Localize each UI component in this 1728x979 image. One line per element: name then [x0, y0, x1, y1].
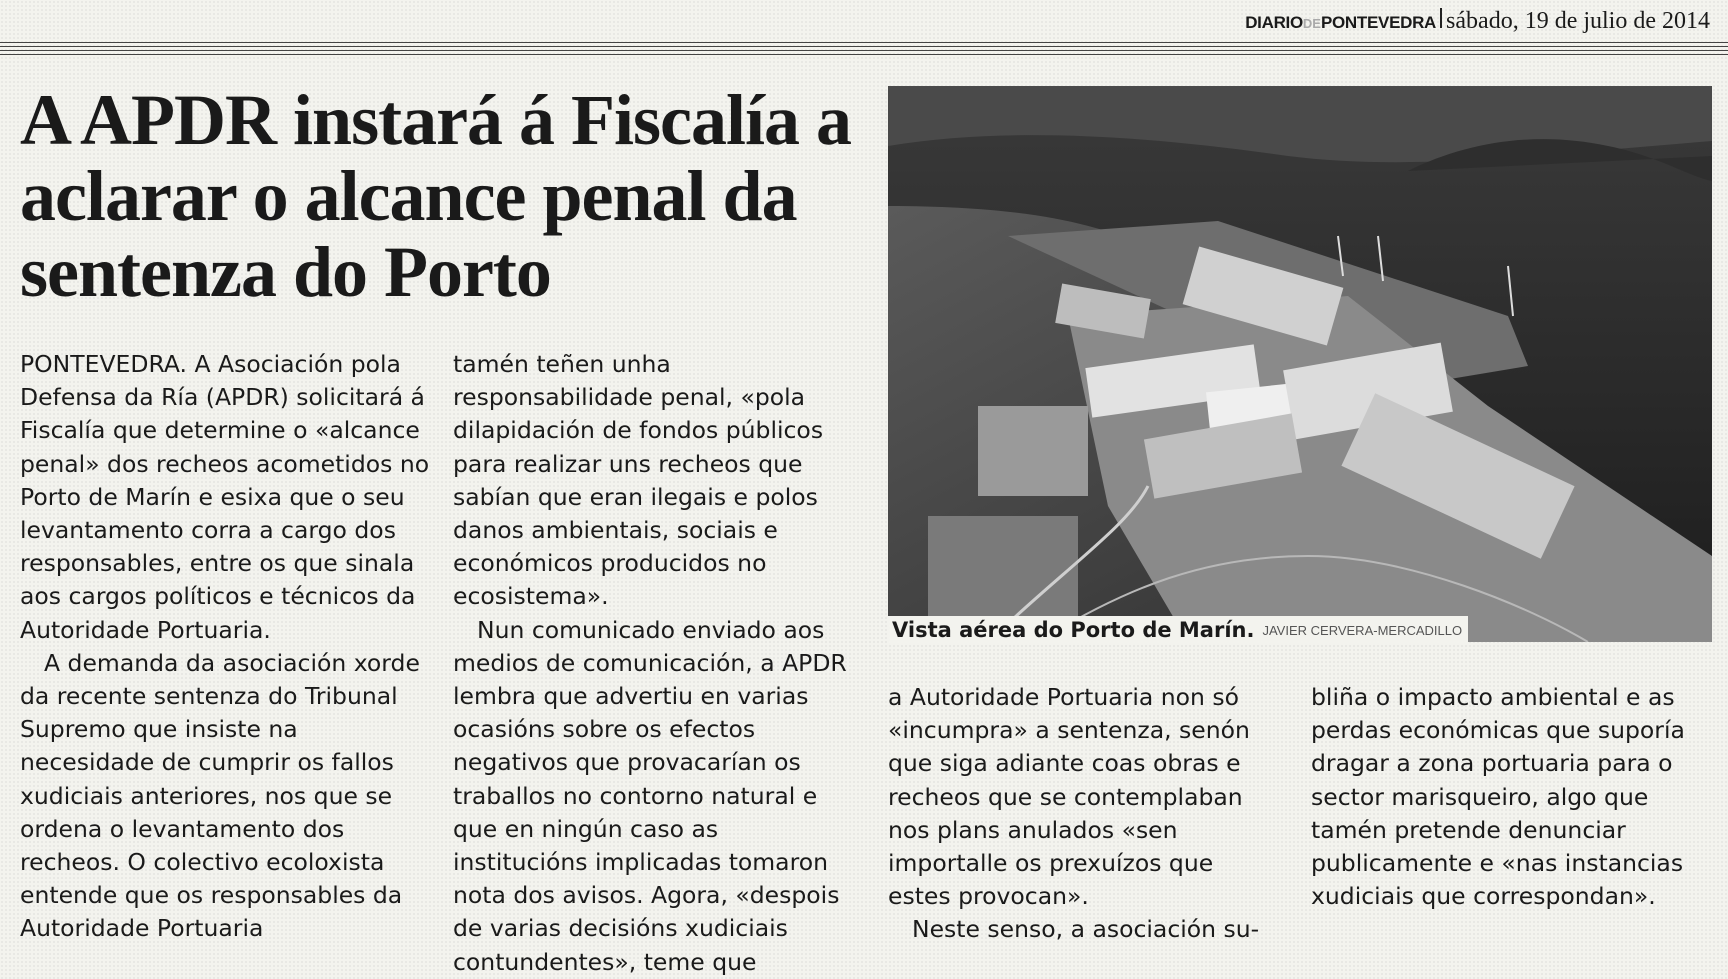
- paragraph: bliña o impacto ambiental e as perdas económicas que suporía dragar a zona portuaria para o sector marisqueiro, algo que tamén pretende denunciar publicamente e «nas instancias xudiciais que correspondan».: [1311, 683, 1685, 911]
- photo-caption: [888, 616, 1468, 644]
- port-aerial-photo: [888, 86, 1712, 642]
- article-column-1: [20, 348, 430, 946]
- masthead-rules: [0, 42, 1728, 62]
- paragraph: Neste senso, a asociación su-: [912, 915, 1260, 944]
- article-column-2: [453, 348, 858, 979]
- masthead-brand-de: DE: [1302, 16, 1321, 31]
- article-column-4: [1311, 681, 1711, 913]
- masthead-brand: DIARIO: [1245, 13, 1303, 32]
- masthead-separator: [1440, 8, 1442, 28]
- headline-line: A APDR instará á Fiscalía a: [20, 80, 851, 160]
- caption-text: Vista aérea do Porto de Marín.: [892, 618, 1255, 642]
- paragraph: PONTEVEDRA. A Asociación pola Defensa da Ría (APDR) solicitará á Fiscalía que determine o «alcance penal» dos recheos acometidos no Porto de Marín e esixa que o seu levantamento corra a cargo dos responsables, entre os que sinala aos cargos políticos e técnicos da Autoridade Portuaria.: [20, 350, 430, 644]
- paragraph: Nun comunicado enviado aos medios de comunicación, a APDR lembra que advertiu en varias ocasións sobre os efectos negativos que provacarían os traballos no contorno natural e que en ningún caso as institucións implicadas tomaron nota dos avisos. Agora, «despois de varias decisións xudiciais contundentes», teme que: [453, 615, 847, 976]
- masthead: [1245, 8, 1710, 35]
- masthead-brand-city: PONTEVEDRA: [1320, 13, 1437, 32]
- article-headline: [20, 82, 880, 310]
- article-column-3: [888, 681, 1283, 947]
- paragraph: A demanda da asociación xorde da recente sentenza do Tribunal Supremo que insiste na necesidade de cumprir os fallos xudiciais anteriores, nos que se ordena o levantamento dos recheos. O colectivo ecoloxista entende que os responsables da Autoridade Portuaria: [20, 648, 420, 943]
- headline-line: sentenza do Porto: [20, 232, 551, 312]
- masthead-date: sábado, 19 de julio de 2014: [1446, 8, 1710, 34]
- headline-line: aclarar o alcance penal da: [20, 156, 797, 236]
- aerial-photo-image: [888, 86, 1712, 642]
- photo-credit: JAVIER CERVERA-MERCADILLO: [1262, 622, 1463, 638]
- paragraph: tamén teñen unha responsabilidade penal, «pola dilapidación de fondos públicos para realizar uns recheos que sabían que eran ilegais e polos danos ambientais, sociais e económicos producidos no ecosistema».: [453, 350, 824, 611]
- paragraph: a Autoridade Portuaria non só «incumpra» a sentenza, senón que siga adiante coas obras e recheos que se contemplaban nos plans anulados «sen importalle os prexuízos que estes provocan».: [888, 683, 1250, 911]
